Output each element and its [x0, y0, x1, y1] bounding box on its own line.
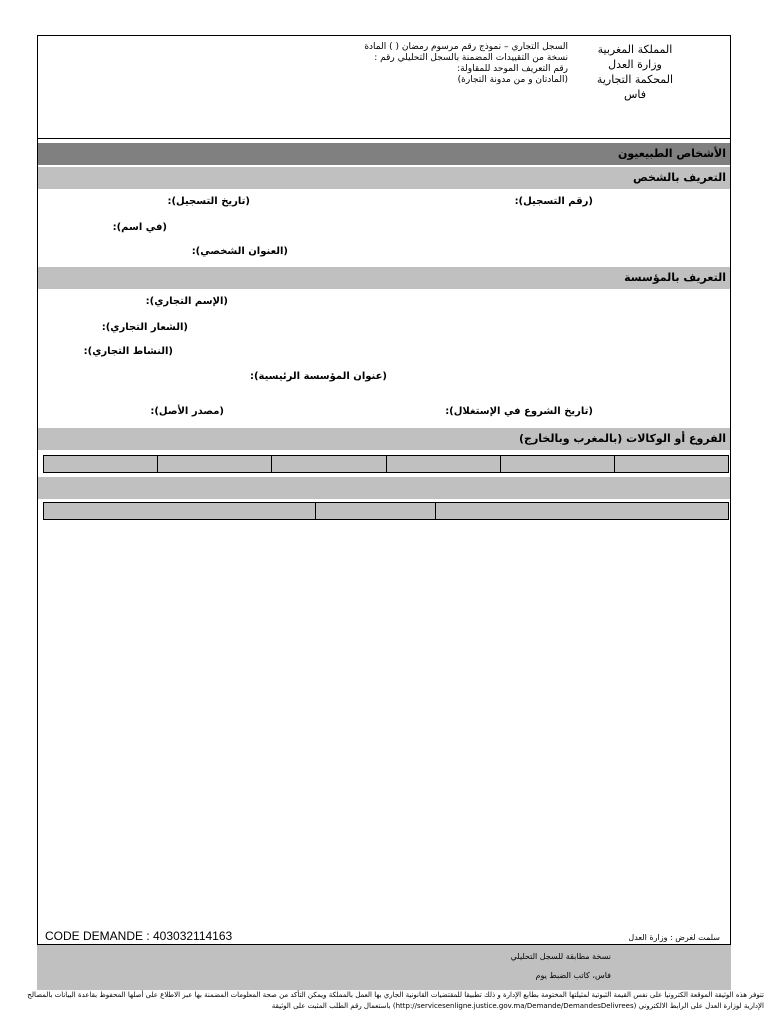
start-date-label: (تاريخ الشروع في الإستغلال): [445, 406, 593, 417]
table-cell [501, 456, 615, 472]
document-frame [37, 35, 731, 945]
document-header [38, 36, 730, 139]
table-cell [44, 503, 316, 519]
section-branches [38, 428, 730, 450]
clerk-line-text: فاس، كاتب الضبط يوم [535, 971, 611, 980]
issuer-block [570, 42, 700, 102]
registration-number-label: (رقم التسجيل): [514, 196, 593, 207]
trade-name-label: (الإسم التجاري): [145, 296, 228, 307]
reference-line: (المادتان و من مدونة التجارة) [457, 75, 568, 85]
section-title: التعريف بالشخص [632, 171, 726, 184]
request-code: CODE DEMANDE : 403032114163 [45, 929, 233, 943]
main-address-label: (عنوان المؤسسة الرئيسية): [249, 371, 387, 382]
reference-line: السجل التجاري – نموذج رقم مرسوم رمضان ( ) المادة [364, 42, 568, 52]
issuer-line: وزارة العدل [608, 58, 662, 71]
personal-address-label: (العنوان الشخصي): [191, 246, 288, 257]
table-cell [615, 456, 728, 472]
trade-activity-label: (النشاط التجاري): [83, 346, 173, 357]
table-cell [272, 456, 386, 472]
issuer-line: المملكة المغربية [597, 43, 673, 56]
section-natural-persons [38, 143, 730, 165]
certification-box [37, 945, 731, 990]
table-cell [316, 503, 436, 519]
issuer-line: المحكمة التجارية [596, 73, 674, 86]
legal-disclaimer [4, 990, 764, 1012]
origin-source-label: (مصدر الأصل): [150, 406, 224, 417]
disclaimer-line: تتوفر هذه الوثيقة الموقعة الكترونيا على نفس القيمة الثبوتية لمثيلتها المختومة بطابع الإدارة و ذلك تطبيقا للمقتضيات القانونية الجاري بها العمل بالمملكة ويمكن التأكد من صحة المعلومات المضمنة بها عبر الاطلاع على أصلها المحفوظ بقاعدة البيانات بالمصالح [27, 991, 764, 999]
reference-line: رقم التعريف الموحد للمقاولة: [457, 64, 568, 74]
section-title: الفروع أو الوكالات (بالمغرب وبالخارج) [519, 432, 726, 445]
delivered-for: سلمت لغرض : وزارة العدل [628, 933, 720, 942]
issuer-line: فاس [623, 88, 647, 101]
secondary-table [43, 502, 729, 520]
table-cell [44, 456, 158, 472]
in-name-label: (في اسم): [112, 222, 167, 233]
certified-copy-text: نسخة مطابقة للسجل التحليلي [510, 952, 611, 961]
section-title: التعريف بالمؤسسة [624, 271, 726, 284]
table-cell [436, 503, 728, 519]
disclaimer-line: الإدارية لوزارة العدل على الرابط الالكتروني (http://servicesenligne.justice.gov.ma/Demande/DemandesDelivrees) باستعمال رقم الطلب المثبت على الوثيقة [271, 1002, 764, 1010]
section-establishment-identification [38, 267, 730, 289]
section-person-identification [38, 167, 730, 189]
registration-date-label: (تاريخ التسجيل): [167, 196, 250, 207]
section-empty-bar [38, 477, 730, 499]
document-reference-block [238, 42, 568, 86]
table-cell [387, 456, 501, 472]
table-cell [158, 456, 272, 472]
branches-table [43, 455, 729, 473]
reference-line: نسخة من التقييدات المضمنة بالسجل التحليلي رقم : [374, 53, 568, 63]
section-title: الأشخاص الطبيعيون [617, 147, 726, 160]
trade-sign-label: (الشعار التجاري): [101, 322, 188, 333]
